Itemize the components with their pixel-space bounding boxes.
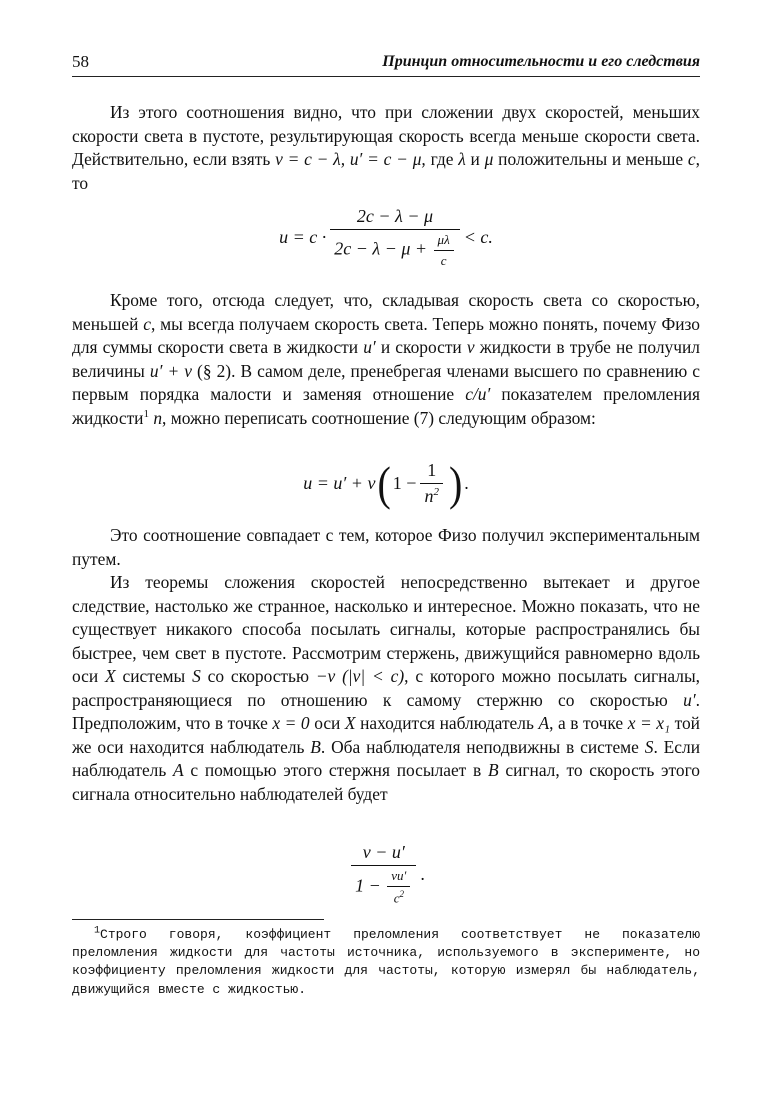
equation-2 <box>72 455 700 510</box>
text-run: , мы всегда получаем скорость света. Теперь можно понять, почему Физо для суммы скорости света в жидкости <box>72 313 700 357</box>
equation-3 <box>72 842 700 906</box>
text-run: . Оба наблюдателя неподвижны в системе <box>320 736 645 757</box>
eq1-numerator: 2c − λ − μ <box>356 206 434 226</box>
math-inline: u′ <box>363 337 376 357</box>
eq2-one-minus: 1 − <box>392 473 417 493</box>
text-run: системы <box>115 666 193 686</box>
page-number: 58 <box>72 52 89 71</box>
text-run: сигнал, то скорость этого сигнала относительно наблюдателей будет <box>72 760 700 804</box>
eq1-lhs: u = c · <box>279 227 327 247</box>
eq2-denominator <box>420 484 443 507</box>
eq1-den-left: 2c − λ − μ + <box>334 238 428 259</box>
math-inline: −v (|v| < c) <box>315 666 405 686</box>
math-inline: u′ + v <box>149 360 192 381</box>
eq1-denominator <box>330 230 459 269</box>
math-inline: n <box>149 407 163 428</box>
eq2-end: . <box>464 473 469 493</box>
eq1-inner-den: c <box>440 253 447 268</box>
math-inline: c <box>687 149 696 169</box>
footnote-mark: 1 <box>94 925 101 937</box>
eq2-numerator: 1 <box>427 460 437 480</box>
eq3-inner-den-exponent: 2 <box>399 889 404 899</box>
eq2-fraction <box>420 460 443 507</box>
eq3-end: . <box>420 863 425 884</box>
page-header <box>72 52 700 78</box>
math-inline: v = c − λ, u′ = c − μ, <box>275 149 426 169</box>
eq1-rhs: < c. <box>463 227 493 247</box>
eq3-inner-den <box>390 887 408 906</box>
math-inline: λ <box>458 149 466 169</box>
text-run: (§ 2). В самом деле, пренебрегая членами высшего по сравнению с первым порядка малости и заменяя отношение <box>72 360 700 404</box>
header-rule <box>72 76 700 77</box>
eq2-lhs: u = u′ + v <box>303 473 376 493</box>
text-run: находится наблюдатель <box>355 713 539 733</box>
paragraph-4 <box>72 571 700 806</box>
text-run: . Предположим, что в точке <box>72 689 700 733</box>
footnote <box>72 926 700 999</box>
paragraph-1 <box>72 101 700 195</box>
footnote-text: Строго говоря, коэффициент преломления соответствует не показателю преломления жидкости для частоты источника, используемого в эксперименте, но коэффициенту преломления жидкости для частоты, которую измерял бы наблюдатель, движущийся вместе с жидкостью. <box>72 927 700 997</box>
text-run: Из теоремы сложения скоростей непосредственно вытекает и другое следствие, настолько же странное, насколько и интересное. Можно показать, что не существует никакого способа посылать сигналы, которые распространялись бы быстрее, чем свет в пустоте. Рассмотрим стержень, движущийся равномерно вдоль оси <box>72 572 700 686</box>
eq2-den-base: n <box>424 486 434 506</box>
text-run: , с которого можно посылать сигналы, распространяющиеся по отношению к самому стержню со скоростью <box>72 666 700 710</box>
eq3-denominator <box>351 866 416 906</box>
paragraph-3 <box>72 524 700 571</box>
eq3-inner-num: vu′ <box>391 868 407 883</box>
eq1-inner-fraction <box>434 232 454 269</box>
math-inline: x = 0 <box>272 713 310 733</box>
math-inline: X <box>344 713 356 733</box>
text-run: той же оси находится наблюдатель <box>72 713 700 757</box>
text-run: с помощью этого стержня посылает в <box>183 760 488 780</box>
math-inline: A <box>538 713 550 733</box>
math-inline: S <box>644 736 654 757</box>
math-inline: u′ <box>683 689 696 710</box>
eq2-close-paren: ) <box>448 455 463 510</box>
eq3-fraction <box>351 842 416 906</box>
eq1-fraction <box>330 206 459 269</box>
math-inline: x = x₁ <box>627 713 671 733</box>
text-run: со скоростью <box>200 666 316 686</box>
math-inline: A <box>173 760 184 780</box>
math-inline: B <box>487 760 499 780</box>
running-title: Принцип относительности и его следствия <box>382 53 700 70</box>
text-run: Кроме того, отсюда следует, что, складывая скорость света со скоростью, меньшей <box>72 290 700 334</box>
text-run: , а в точке <box>549 713 628 733</box>
equation-1 <box>72 206 700 269</box>
footnote-reference[interactable]: 1 <box>143 407 149 420</box>
eq3-den-left: 1 − <box>355 875 381 896</box>
text-run: и скорости <box>375 337 467 357</box>
math-inline: c/u′ <box>465 384 491 404</box>
math-inline: μ <box>484 149 494 169</box>
math-inline: S <box>192 666 201 686</box>
text-run: где <box>425 149 459 169</box>
text-run: , то <box>72 149 700 193</box>
eq3-inner-den-base: c <box>393 890 400 906</box>
eq2-den-exponent: 2 <box>433 486 439 498</box>
footnote-rule <box>72 919 324 920</box>
text-run: оси <box>309 713 345 733</box>
text-run: и <box>465 149 485 169</box>
eq1-inner-num: μλ <box>437 232 450 247</box>
text-run: . Если наблюдатель <box>72 736 700 780</box>
paragraph-2 <box>72 289 700 430</box>
text-run: положительны и меньше <box>493 149 688 169</box>
eq3-inner-fraction <box>387 868 410 906</box>
math-inline: v <box>466 337 475 357</box>
text-run: показателем преломления жидкости <box>72 384 700 428</box>
math-inline: B <box>310 736 321 757</box>
math-inline: X <box>105 666 116 686</box>
eq3-numerator: v − u′ <box>362 842 405 862</box>
text-run: , можно переписать соотношение (7) следующим образом: <box>162 407 596 428</box>
text-run: Это соотношение совпадает с тем, которое Физо получил экспериментальным путем. <box>72 525 700 569</box>
text-run: жидкости в трубе не получил величины <box>72 337 700 381</box>
text-run: Из этого соотношения видно, что при сложении двух скоростей, меньших скорости света в пустоте, результирующая скорость всегда меньше скорости света. Действительно, если взять <box>72 102 700 169</box>
eq2-open-paren: ( <box>377 455 391 510</box>
math-inline: c <box>143 313 151 334</box>
